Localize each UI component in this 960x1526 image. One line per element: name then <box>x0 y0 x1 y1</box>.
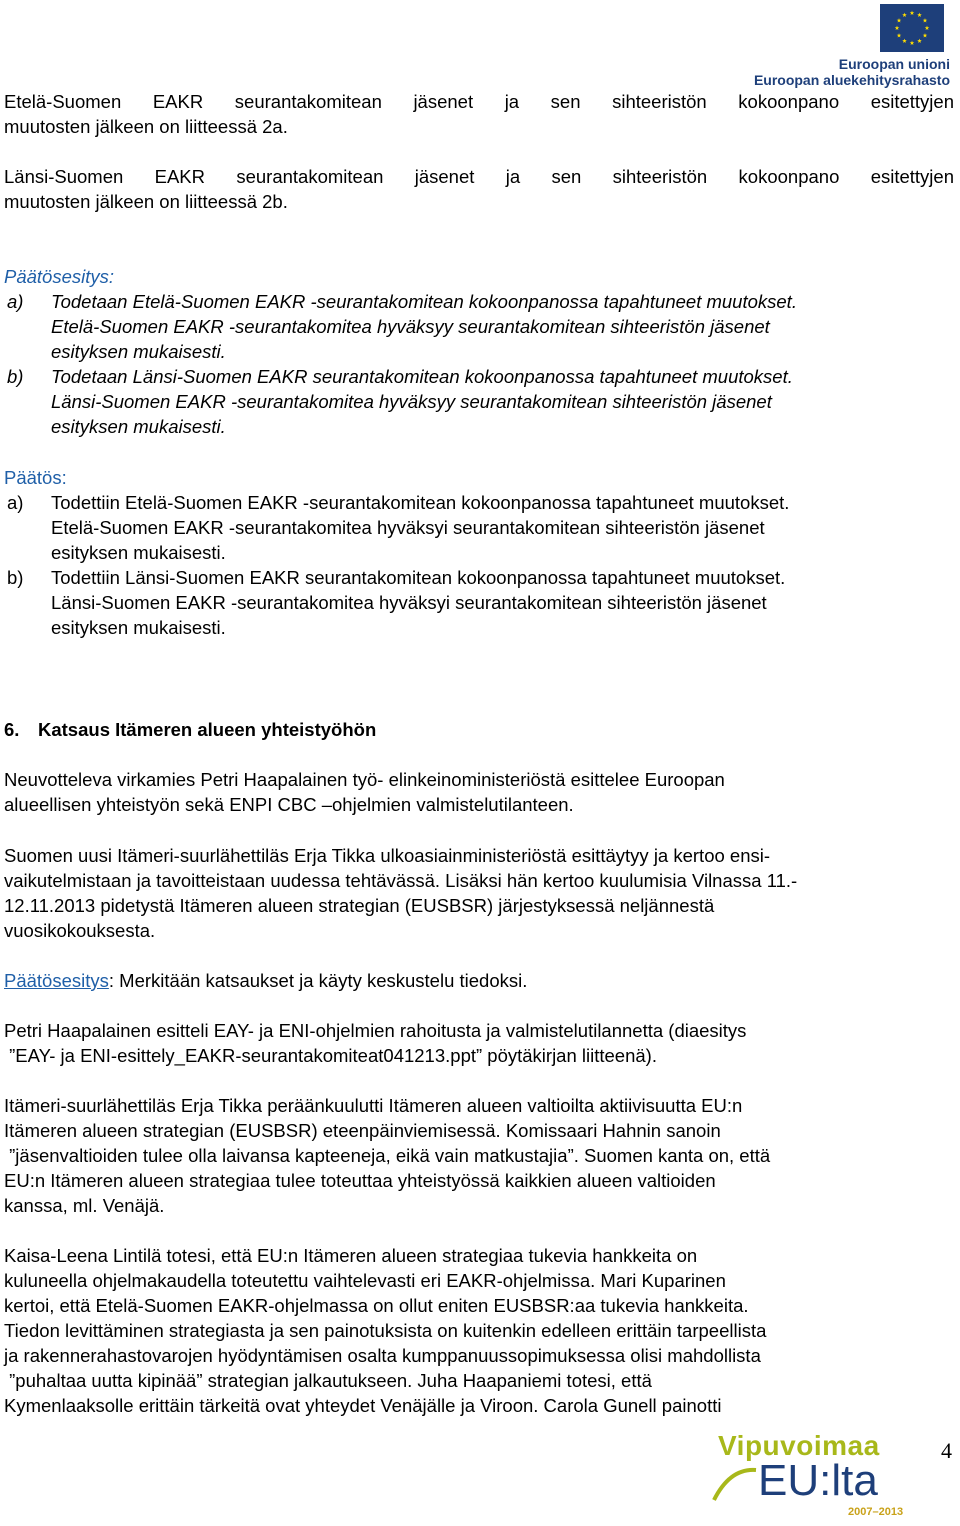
paragraph-proposal: Päätösesitys: Merkitään katsaukset ja käyty keskustelu tiedoksi. <box>4 970 528 991</box>
decision-label: Päätös: <box>4 467 67 488</box>
logo-text-vipuvoimaa: Vipuvoimaa <box>718 1430 880 1461</box>
section-number: 6. <box>4 719 20 740</box>
vipuvoimaa-logo <box>700 1430 910 1520</box>
decision-item-b: b) Todettiin Länsi-Suomen EAKR seurantakomitean kokoonpanossa tapahtuneet muutokset. Länsi-Suomen EAKR -seurantakomitea hyväksyi seurantakomitean sihteeristön jäsenet esityksen mukaisesti. <box>7 567 786 638</box>
eu-flag-icon <box>880 4 944 52</box>
paragraph-haapalainen-presentation: Petri Haapalainen esitteli EAY- ja ENI-ohjelmien rahoitusta ja valmistelutilannetta (diaesitys ”EAY- ja ENI-esittely_EAKR-seurantakomiteat041213.ppt” pöytäkirjan liitteenä). <box>4 1020 747 1066</box>
logo-years: 2007–2013 <box>848 1506 904 1518</box>
section-title: Katsaus Itämeren alueen yhteistyöhön <box>38 719 377 740</box>
proposal-item-a: a) Todetaan Etelä-Suomen EAKR -seurantakomitean kokoonpanossa tapahtuneet muutokset. Etelä-Suomen EAKR -seurantakomitea hyväksyy seurantakomitean sihteeristön jäsenet esityksen mukaisesti. <box>7 291 797 362</box>
paragraph-south-finland: Etelä-Suomen EAKR seurantakomitean jäsenet ja sen sihteeristön kokoonpano esitettyjen muutosten jälkeen on liitteessä 2a. <box>4 91 954 137</box>
section-heading <box>4 717 376 742</box>
eu-label: Euroopan unioni <box>838 56 950 72</box>
paragraph-tikka-statement: Itämeri-suurlähettiläs Erja Tikka peräänkuulutti Itämeren alueen valtioilta aktiivisuutta EU:n Itämeren alueen strategian (EUSBSR) eteenpäinviemisessä. Komissaari Hahnin sanoin ”jäsenvaltioiden tulee olla laivansa kapteeneja, eikä vain matkustajia”. Suomen kanta on, että EU:n Itämeren alueen strategiaa tulee toteuttaa yhteistyössä kaikkien alueen valtioiden kanssa, ml. Venäjä. <box>4 1095 771 1216</box>
paragraph-tikka-intro: Suomen uusi Itämeri-suurlähettiläs Erja Tikka ulkoasiainministeriöstä esittäytyy ja kertoo ensi- vaikutelmistaan ja tavoitteistaan uudessa tehtävässä. Lisäksi hän kertoo kuulumisia Vilnassa 11.- 12.11.2013 pidetystä Itämeren alueen strategian (EUSBSR) järjestyksessä neljännestä vuosikokouksesta. <box>4 845 798 941</box>
eu-fund-label: Euroopan aluekehitysrahasto <box>753 72 950 88</box>
proposal-inline-label: Päätösesitys <box>4 970 109 991</box>
eu-logo <box>753 0 956 90</box>
logo-text-eulta: EU:lta <box>758 1456 878 1505</box>
proposal-label: Päätösesitys: <box>4 266 115 287</box>
paragraph-west-finland: Länsi-Suomen EAKR seurantakomitean jäsenet ja sen sihteeristön kokoonpano esitettyjen muutosten jälkeen on liitteessä 2b. <box>4 166 954 212</box>
proposal-item-b: b) Todetaan Länsi-Suomen EAKR seurantakomitean kokoonpanossa tapahtuneet muutokset. Länsi-Suomen EAKR -seurantakomitea hyväksyy seurantakomitean sihteeristön jäsenet esityksen mukaisesti. <box>7 366 793 437</box>
logo-arc-icon <box>710 1464 760 1504</box>
page-number: 4 <box>941 1438 952 1463</box>
paragraph-lintila-statement: Kaisa-Leena Lintilä totesi, että EU:n Itämeren alueen strategiaa tukevia hankkeita on kuluneella ohjelmakaudella toteutettu vaihtelevasti eri EAKR-ohjelmissa. Mari Kuparinen kertoi, että Etelä-Suomen EAKR-ohjelmassa on ollut eniten EUSBSR:aa tukevia hankkeita. Tiedon levittäminen strategiasta ja sen painotuksista on kuitenkin edelleen erittäin tarpeellista ja rakennerahastovarojen hyödyntämisen osalta kumppanuussopimuksessa olisi mahdollista ”puhaltaa uutta kipinää” strategian jalkautukseen. Juha Haapaniemi totesi, että Kymenlaaksolle erittäin tärkeitä ovat yhteydet Venäjälle ja Viroon. Carola Gunell painotti <box>4 1245 767 1416</box>
paragraph-haapalainen-intro: Neuvotteleva virkamies Petri Haapalainen työ- elinkeinoministeriöstä esittelee Euroopan alueellisen yhteistyön sekä ENPI CBC –ohjelmien valmistelutilanteen. <box>4 769 725 815</box>
decision-item-a: a) Todettiin Etelä-Suomen EAKR -seurantakomitean kokoonpanossa tapahtuneet muutokset. Etelä-Suomen EAKR -seurantakomitea hyväksyi seurantakomitean sihteeristön jäsenet esityksen mukaisesti. <box>7 492 790 563</box>
